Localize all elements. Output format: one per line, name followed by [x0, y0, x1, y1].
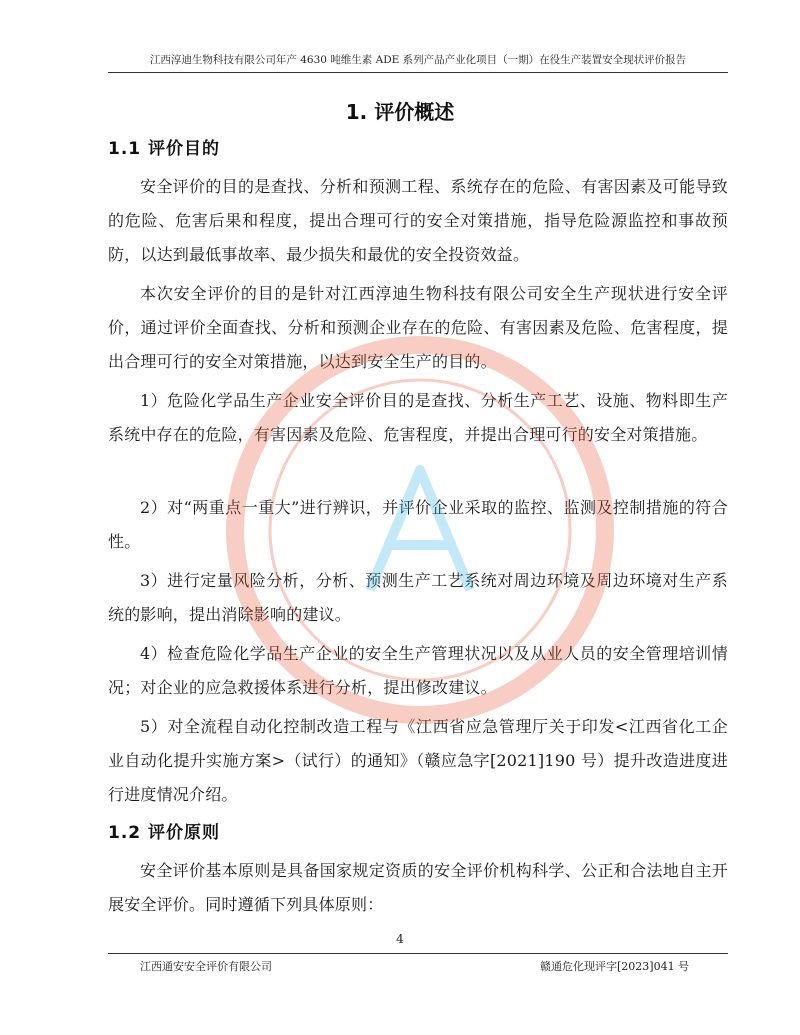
footer-report-number: 赣通危化现评字[2023]041 号 [540, 960, 690, 973]
chapter-title: 1. 评价概述 [345, 100, 455, 124]
section-title-1-1: 1.1 评价目的 [108, 139, 221, 159]
running-header: 江西淳迪生物科技有限公司年产 4630 吨维生素 ADE 系列产品产业化项目（一期）在役生产装置安全现状评价报告 [149, 54, 687, 66]
list-item: 2）对“两重点一重大”进行辨识，并评价企业采取的监控、监测及控制措施的符合性。 [108, 498, 728, 551]
list-item: 1）危险化学品生产企业安全评价目的是查找、分析生产工艺、设施、物料即生产系统中存在的危险，有害因素及危险、危害程度，并提出合理可行的安全对策措施。 [108, 391, 728, 444]
header-rule [108, 72, 728, 73]
paragraph: 安全评价的目的是查找、分析和预测工程、系统存在的危险、有害因素及可能导致的危险、危害后果和程度，提出合理可行的安全对策措施，指导危险源监控和事故预防，以达到最低事故率、最少损失和最优的安全投资效益。 [108, 177, 728, 264]
paragraph: 安全评价基本原则是具备国家规定资质的安全评价机构科学、公正和合法地自主开展安全评价。同时遵循下列具体原则： [108, 861, 728, 914]
paragraph: 本次安全评价的目的是针对江西淳迪生物科技有限公司安全生产现状进行安全评价，通过评价全面查找、分析和预测企业存在的危险、有害因素及危险、危害程度，提出合理可行的安全对策措施，以达到安全生产的目的。 [108, 284, 728, 371]
page-number: 4 [396, 932, 404, 946]
list-item: 3）进行定量风险分析，分析、预测生产工艺系统对周边环境及周边环境对生产系统的影响，提出消除影响的建议。 [108, 571, 728, 624]
footer-rule [108, 953, 728, 954]
list-item: 4）检查危险化学品生产企业的安全生产管理状况以及从业人员的安全管理培训情况；对企业的应急救援体系进行分析，提出修改建议。 [108, 644, 728, 697]
list-item: 5）对全流程自动化控制改造工程与《江西省应急管理厅关于印发<江西省化工企业自动化提升实施方案>（试行）的通知》（赣应急字[2021]190 号）提升改造进度进行进度情况介绍。 [108, 717, 728, 804]
section-title-1-2: 1.2 评价原则 [108, 823, 221, 843]
footer-company: 江西通安安全评价有限公司 [140, 960, 272, 973]
